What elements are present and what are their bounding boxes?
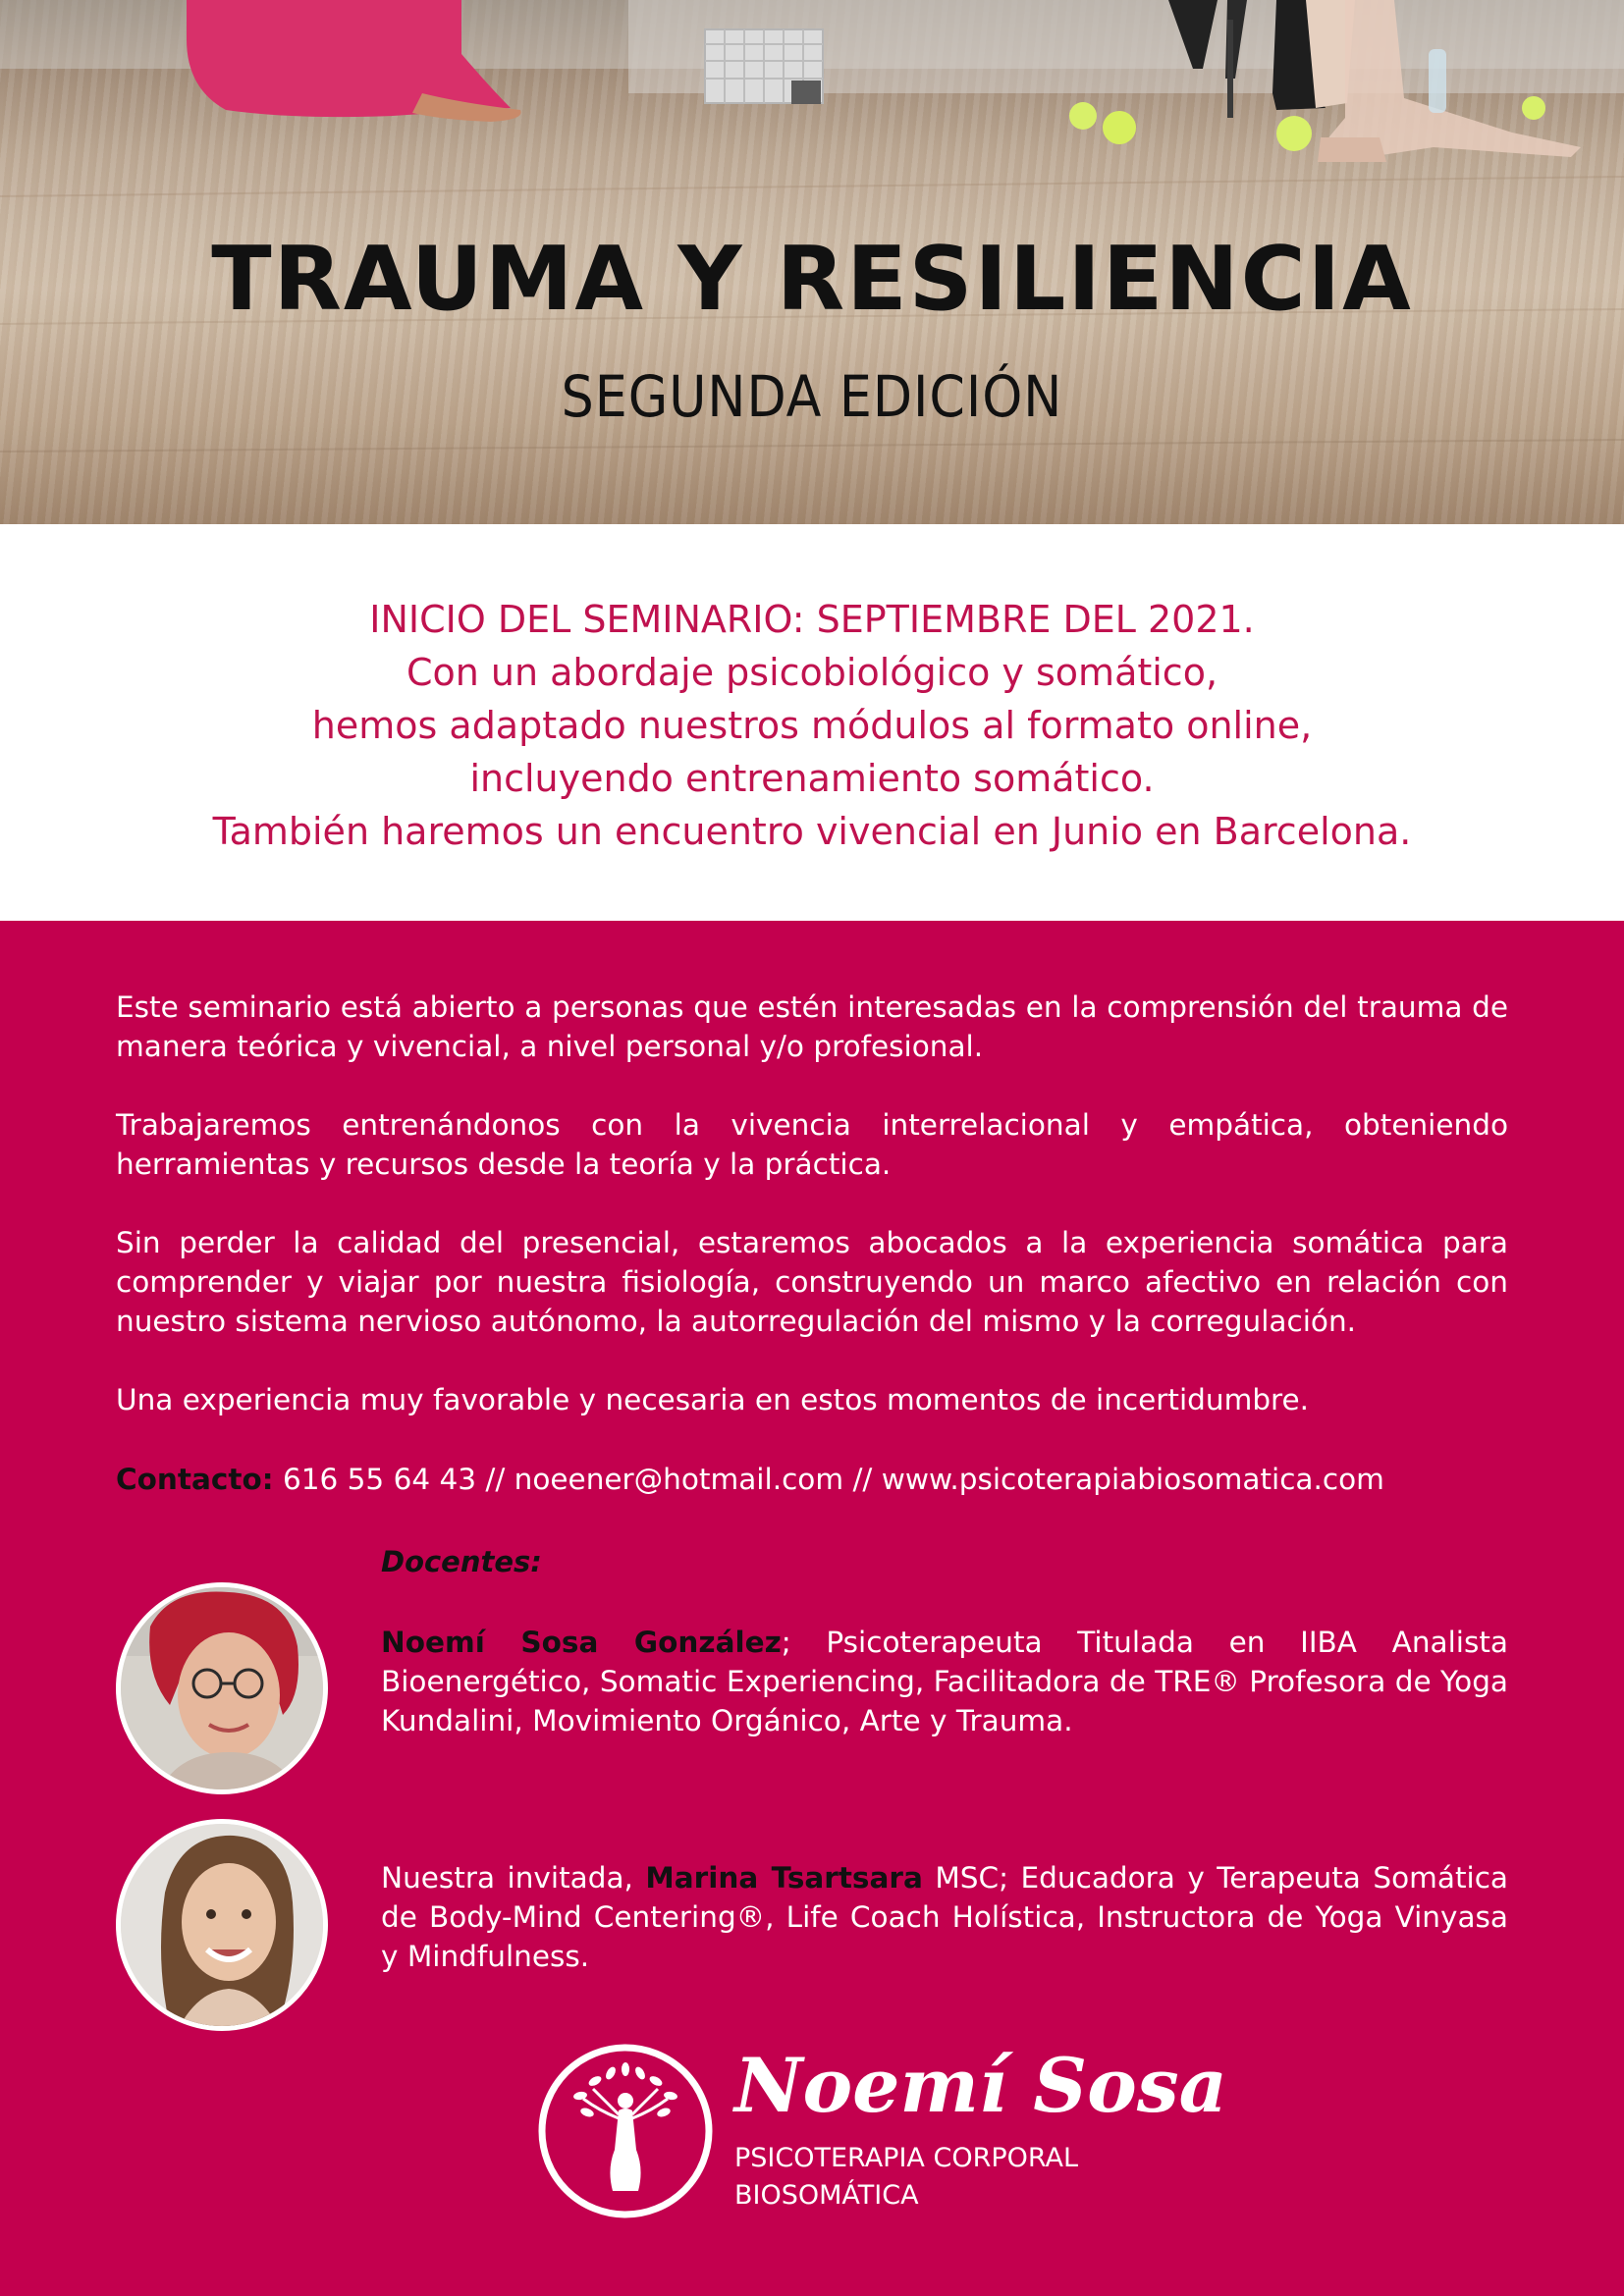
teacher-description: MSC; Educadora y Terapeuta Somática de Body-Mind Centering®, Life Coach Holística, Instructora de Yoga Vinyasa y Mindfulness. [381,1861,1509,1973]
paragraph: Este seminario está abierto a personas que estén interesadas en la comprensión del trauma de manera teórica y vivencial, a nivel personal y/o profesional. [116,990,1508,1063]
page-subtitle: SEGUNDA EDICIÓN [561,363,1063,430]
paragraph: Una experiencia muy favorable y necesaria en estos momentos de incertidumbre. [116,1383,1310,1416]
teacher-name: Noemí Sosa González [381,1626,782,1659]
intro-line: hemos adaptado nuestros módulos al formato online, [311,704,1313,747]
intro-section [0,524,1624,921]
contact-details[interactable]: 616 55 64 43 // noeener@hotmail.com // www.psicoterapiabiosomatica.com [282,1463,1384,1496]
intro-text [0,593,1624,858]
teacher-prefix: Nuestra invitada, [381,1861,646,1895]
intro-line: INICIO DEL SEMINARIO: SEPTIEMBRE DEL 2021. [369,598,1255,641]
paragraph: Trabajaremos entrenándonos con la vivencia interrelacional y empática, obteniendo herramientas y recursos desde la teoría y la práctica. [116,1108,1508,1181]
intro-line: También haremos un encuentro vivencial en Junio en Barcelona. [212,810,1412,853]
brand-tagline-2: BIOSOMÁTICA [734,2180,919,2211]
intro-line: Con un abordaje psicobiológico y somático, [406,651,1218,694]
teacher-description: ; Psicoterapeuta Titulada en IIBA Analista Bioenergético, Somatic Experiencing, Facilitadora de TRE® Profesora de Yoga Kundalini, Movimiento Orgánico, Arte y Trauma. [381,1626,1508,1737]
brand-tagline-1: PSICOTERAPIA CORPORAL [734,2143,1079,2173]
teacher-bio-marina [381,1858,1508,1976]
teacher-bio-noemi [381,1623,1508,1740]
intro-line: incluyendo entrenamiento somático. [469,757,1155,800]
paragraph: Sin perder la calidad del presencial, estaremos abocados a la experiencia somática para comprender y viajar por nuestra fisiología, construyendo un marco afectivo en relación con nuestro sistema nervioso autónomo, la autorregulación del mismo y la corregulación. [116,1226,1508,1338]
teachers-heading: Docentes: [381,1545,542,1578]
description-text [116,988,1508,1459]
hero-banner [0,0,1624,524]
tree-figure-icon [536,2042,715,2225]
contact-line [116,1463,1384,1496]
contact-label: Contacto: [116,1463,274,1496]
page-title: TRAUMA Y RESILIENCIA [211,228,1413,331]
brand-name: Noemí Sosa [734,2042,1227,2129]
teacher-photo-marina [116,1819,328,2031]
teacher-photo-noemi [116,1582,328,1794]
teacher-name: Marina Tsartsara [645,1861,923,1895]
